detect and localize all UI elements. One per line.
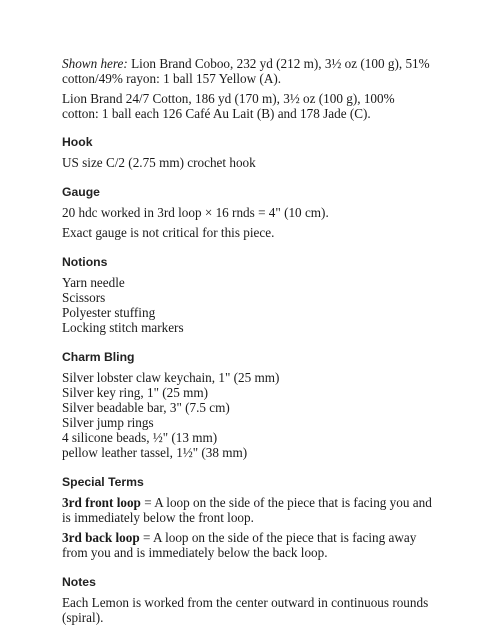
charm-bling-heading: Charm Bling [62,350,135,364]
term-definition: = A loop on the side of the piece that is facing you and is immediately below the front loop. [62,495,432,525]
notions-heading: Notions [62,255,108,269]
list-item: Silver beadable bar, 3" (7.5 cm) [62,400,230,415]
hook-text: US size C/2 (2.75 mm) crochet hook [62,155,256,170]
list-item: Scissors [62,290,106,305]
gauge-heading: Gauge [62,185,100,199]
yarn-bc-paragraph: Lion Brand 24/7 Cotton, 186 yd (170 m), 3½ oz (100 g), 100% cotton: 1 ball each 126 Café Au Lait (B) and 178 Jade (C). [62,91,395,121]
hook-heading: Hook [62,135,93,149]
gauge-line-2: Exact gauge is not critical for this piece. [62,225,275,240]
special-terms-heading: Special Terms [62,475,144,489]
term-3rd-front-loop [62,495,434,525]
shown-here-label: Shown here: [62,56,128,71]
list-item: Locking stitch markers [62,320,184,335]
charm-bling-list [62,370,434,460]
yarn-a-text: Lion Brand Coboo, 232 yd (212 m), 3½ oz (100 g), 51% cotton/49% rayon: 1 ball 157 Yellow (A). [62,56,430,86]
list-item: Polyester stuffing [62,305,156,320]
notions-list [62,275,434,335]
term-name: 3rd front loop [62,495,141,510]
term-definition: = A loop on the side of the piece that is facing away from you and is immediately below the back loop. [62,530,417,560]
list-item: Silver jump rings [62,415,154,430]
list-item: Yarn needle [62,275,125,290]
gauge-line-1: 20 hdc worked in 3rd loop × 16 rnds = 4" (10 cm). [62,205,329,220]
list-item: Silver lobster claw keychain, 1" (25 mm) [62,370,280,385]
term-3rd-back-loop [62,530,434,560]
list-item: Silver key ring, 1" (25 mm) [62,385,209,400]
list-item: pellow leather tassel, 1½" (38 mm) [62,445,248,460]
notes-text: Each Lemon is worked from the center outward in continuous rounds (spiral). [62,595,429,625]
list-item: 4 silicone beads, ½" (13 mm) [62,430,218,445]
term-name: 3rd back loop [62,530,140,545]
notes-heading: Notes [62,575,96,589]
pattern-materials-page [62,56,434,625]
yarn-a-paragraph [62,56,434,86]
